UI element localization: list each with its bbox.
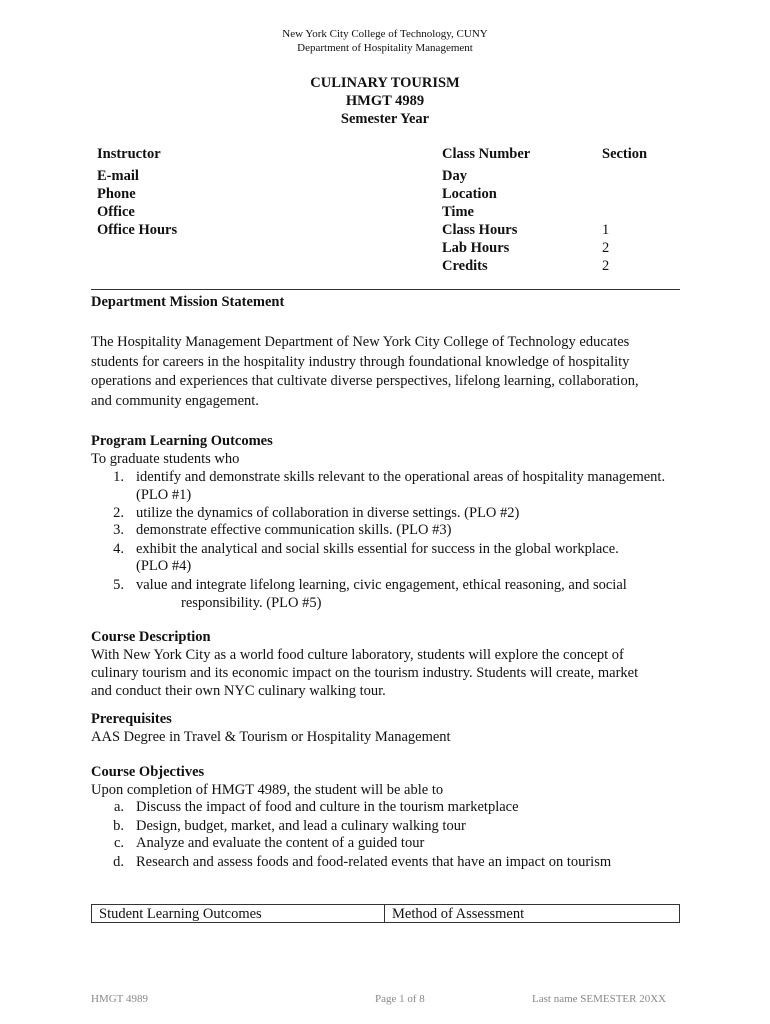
mission-heading: Department Mission Statement: [91, 294, 285, 310]
plo-item-continuation: (PLO #1): [136, 487, 192, 503]
table-header-assessment: Method of Assessment: [392, 906, 525, 922]
description-line: With New York City as a world food culture laboratory, students will explore the concept of: [91, 647, 624, 663]
plo-intro: To graduate students who: [91, 451, 240, 467]
info-label-class-hours: Class Hours: [442, 222, 518, 238]
plo-item-text: demonstrate effective communication skills. (PLO #3): [136, 522, 452, 538]
list-letter: c.: [113, 835, 124, 851]
plo-item-text: utilize the dynamics of collaboration in diverse settings. (PLO #2): [136, 505, 520, 521]
list-number: 1.: [113, 469, 124, 485]
mission-text: [91, 333, 691, 411]
info-label-office-hours: Office Hours: [97, 222, 178, 238]
mission-line: The Hospitality Management Department of New York City College of Technology educates: [91, 334, 630, 350]
objective-text: Discuss the impact of food and culture in the tourism marketplace: [136, 799, 519, 815]
info-label-day: Day: [442, 168, 467, 184]
info-label-section: Section: [602, 146, 648, 162]
list-letter: a.: [113, 799, 124, 815]
outcomes-table: [91, 904, 680, 923]
info-label-class-number: Class Number: [442, 146, 531, 162]
prerequisites-text: AAS Degree in Travel & Tourism or Hospitality Management: [91, 729, 451, 745]
info-label-location: Location: [442, 186, 497, 202]
info-label-time: Time: [442, 204, 474, 220]
plo-item-continuation: (PLO #4): [136, 558, 192, 574]
plo-item-text: value and integrate lifelong learning, civic engagement, ethical reasoning, and social: [136, 577, 627, 593]
mission-line: and community engagement.: [91, 392, 259, 409]
college-name: New York City College of Technology, CUNY: [282, 28, 488, 40]
mission-line: students for careers in the hospitality industry through foundational knowledge of hospitality: [91, 353, 630, 370]
mission-line: operations and experiences that cultivate diverse perspectives, lifelong learning, collaboration,: [91, 373, 639, 389]
objective-text: Design, budget, market, and lead a culinary walking tour: [136, 818, 466, 834]
description-line: culinary tourism and its economic impact on the tourism industry. Students will create, market: [91, 665, 639, 681]
list-letter: b.: [113, 818, 124, 834]
list-number: 5.: [113, 577, 124, 593]
objectives-intro: Upon completion of HMGT 4989, the student will be able to: [91, 782, 444, 798]
course-term: Semester Year: [340, 111, 430, 127]
footer-course-code: HMGT 4989: [91, 993, 148, 1005]
info-label-email: E-mail: [97, 168, 139, 184]
list-number: 3.: [113, 522, 124, 538]
plo-item-text: identify and demonstrate skills relevant to the operational areas of hospitality management.: [136, 469, 666, 485]
description-heading: Course Description: [91, 629, 211, 645]
course-code: HMGT 4989: [345, 93, 425, 109]
plo-heading: Program Learning Outcomes: [91, 433, 273, 449]
description-line: and conduct their own NYC culinary walking tour.: [91, 683, 386, 699]
list-number: 4.: [113, 541, 124, 557]
plo-item-text: exhibit the analytical and social skills essential for success in the global workplace.: [136, 541, 619, 557]
prerequisites-heading: Prerequisites: [91, 711, 172, 727]
list-letter: d.: [113, 854, 124, 870]
lab-hours-value: 2: [602, 240, 610, 256]
course-title: CULINARY TOURISM: [310, 75, 460, 91]
info-label-instructor: Instructor: [97, 146, 161, 162]
footer-page-number: Page 1 of 8: [375, 993, 425, 1005]
info-label-office: Office: [97, 204, 135, 220]
info-label-lab-hours: Lab Hours: [442, 240, 510, 256]
list-number: 2.: [113, 505, 124, 521]
objective-text: Analyze and evaluate the content of a guided tour: [136, 835, 425, 851]
plo-item-continuation: responsibility. (PLO #5): [181, 595, 322, 611]
info-label-phone: Phone: [97, 186, 136, 202]
objectives-heading: Course Objectives: [91, 764, 205, 780]
info-label-credits: Credits: [442, 258, 488, 274]
divider-rule: [91, 289, 680, 290]
footer-term: Last name SEMESTER 20XX: [532, 993, 667, 1005]
table-header-outcomes: Student Learning Outcomes: [92, 905, 385, 922]
objective-text: Research and assess foods and food-related events that have an impact on tourism: [136, 854, 612, 870]
department-name: Department of Hospitality Management: [297, 42, 473, 54]
credits-value: 2: [602, 258, 610, 274]
class-hours-value: 1: [602, 222, 610, 238]
